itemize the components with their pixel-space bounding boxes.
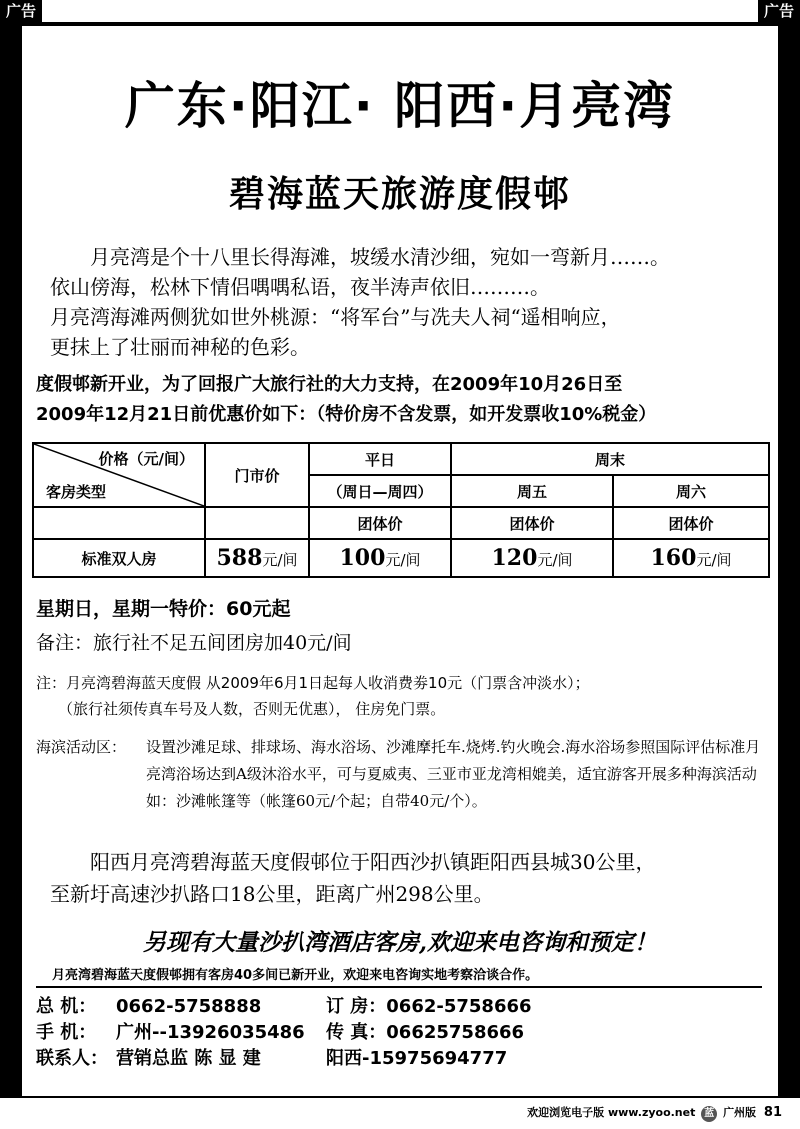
page-footer (527, 1104, 782, 1122)
contact-person-mobile: 阳西-15975694777 (326, 1048, 508, 1069)
diagonal-header-cell (33, 443, 205, 507)
booking-label: 订 房： (326, 996, 387, 1017)
price-unit: 元/间 (385, 551, 421, 569)
note-line: （旅行社须传真车号及人数，否则无优惠）， 住房免门票。 (58, 700, 446, 718)
main-line-label: 总 机： (36, 996, 97, 1017)
main-line-phone: 0662-5758888 (116, 996, 262, 1017)
intro-line: 依山傍海，松林下情侣喁喁私语，夜半涛声依旧………。 (50, 275, 550, 299)
location-line: 阳西月亮湾碧海蓝天度假邨位于阳西沙扒镇距阳西县城30公里， (90, 850, 656, 874)
headline: 广东·阳江· 阳西·月亮湾 (124, 77, 676, 135)
weekday-range: （周日—周四） (309, 475, 451, 507)
saturday-price: 160 (650, 545, 697, 571)
status-line: 月亮湾碧海蓝天度假邨拥有客房40多间已新开业，欢迎来电咨询实地考察洽谈合作。 (52, 968, 539, 983)
price-unit: 元/间 (537, 551, 573, 569)
contact-row (36, 1020, 532, 1046)
friday-header: 周五 (451, 475, 613, 507)
booking-phone: 0662-5758666 (386, 996, 532, 1017)
intro-line: 月亮湾海滩两侧犹如世外桃源：“将军台”与冼夫人祠“遥相响应， (50, 305, 621, 329)
room-type-header: 客房类型 (46, 483, 107, 501)
contact-block (36, 994, 532, 1072)
door-price-header: 门市价 (205, 443, 309, 507)
subhead: 碧海蓝天旅游度假邨 (228, 174, 571, 215)
friday-price-cell (451, 539, 613, 577)
divider (36, 986, 762, 988)
contact-person-label: 联系人： (36, 1048, 108, 1069)
intro-line: 月亮湾是个十八里长得海滩，坡缓水清沙细，宛如一弯新月……。 (90, 245, 670, 269)
weekday-price: 100 (339, 545, 386, 571)
slogan: 另现有大量沙扒湾酒店客房,欢迎来电咨询和预定！ (142, 929, 657, 956)
contact-row (36, 994, 532, 1020)
price-unit: 元/间 (696, 551, 732, 569)
group-price-label: 团体价 (309, 507, 451, 539)
friday-price: 120 (491, 545, 538, 571)
empty-cell (205, 507, 309, 539)
mobile-value: 广州--13926035486 (116, 1022, 305, 1043)
ad-tag-left: 广告 (0, 0, 42, 22)
saturday-price-cell (613, 539, 769, 577)
fax-label: 传 真： (326, 1022, 387, 1043)
ad-tag-right: 广告 (758, 0, 800, 22)
promo-text (36, 370, 776, 430)
fax-value: 06625758666 (386, 1022, 525, 1043)
footer-welcome: 欢迎浏览电子版 (527, 1106, 605, 1119)
location-line: 至新圩高速沙扒路口18公里，距离广州298公里。 (50, 882, 494, 906)
price-unit: 元/间 (262, 551, 298, 569)
special-offer: 星期日，星期一特价：60元起 (36, 598, 291, 620)
location-text (50, 846, 780, 910)
activity-body: 设置沙滩足球、排球场、海水浴场、沙滩摩托车.烧烤.钓火晚会.海水浴场参照国际评估标准月亮湾浴场达到A级沐浴水平，可与夏威夷、三亚市亚龙湾相媲美，适宜游客开展多种海滨活动如：沙滩帐篷等（帐篷60元/个起；自带40元/个）。 (146, 738, 761, 810)
ad-content (22, 26, 778, 1096)
activity-section (36, 734, 771, 815)
door-price-cell (205, 539, 309, 577)
footer-site-link[interactable]: www.zyoo.net (607, 1106, 696, 1119)
page-number: 81 (763, 1105, 782, 1120)
group-price-label: 团体价 (451, 507, 613, 539)
promo-line: 度假邨新开业，为了回报广大旅行社的大力支持，在2009年10月26日至 (36, 374, 623, 395)
price-header: 价格（元/间） (98, 450, 194, 468)
group-price-label: 团体价 (613, 507, 769, 539)
mobile-label: 手 机： (36, 1022, 97, 1043)
footer-edition: 广州版 (723, 1106, 757, 1119)
intro-text (50, 242, 780, 362)
weekday-price-cell (309, 539, 451, 577)
rate-table (32, 442, 770, 578)
note (36, 670, 776, 722)
magazine-logo-icon: 蓝 (701, 1106, 717, 1122)
room-name: 标准双人房 (33, 539, 205, 577)
weekend-header: 周末 (451, 443, 769, 475)
empty-cell (33, 507, 205, 539)
note-line: 注：月亮湾碧海蓝天度假 从2009年6月1日起每人收消费劵10元（门票含冲淡水）； (36, 674, 590, 692)
contact-person: 营销总监 陈 显 建 (116, 1048, 261, 1069)
remark: 备注：旅行社不足五间团房加40元/间 (36, 632, 352, 654)
activity-label: 海滨活动区： (36, 738, 127, 756)
weekday-header: 平日 (309, 443, 451, 475)
promo-line: 2009年12月21日前优惠价如下：（特价房不含发票，如开发票收10%税金） (36, 404, 657, 425)
contact-row (36, 1046, 532, 1072)
saturday-header: 周六 (613, 475, 769, 507)
door-price: 588 (216, 545, 263, 571)
intro-line: 更抹上了壮丽而神秘的色彩。 (50, 335, 310, 359)
